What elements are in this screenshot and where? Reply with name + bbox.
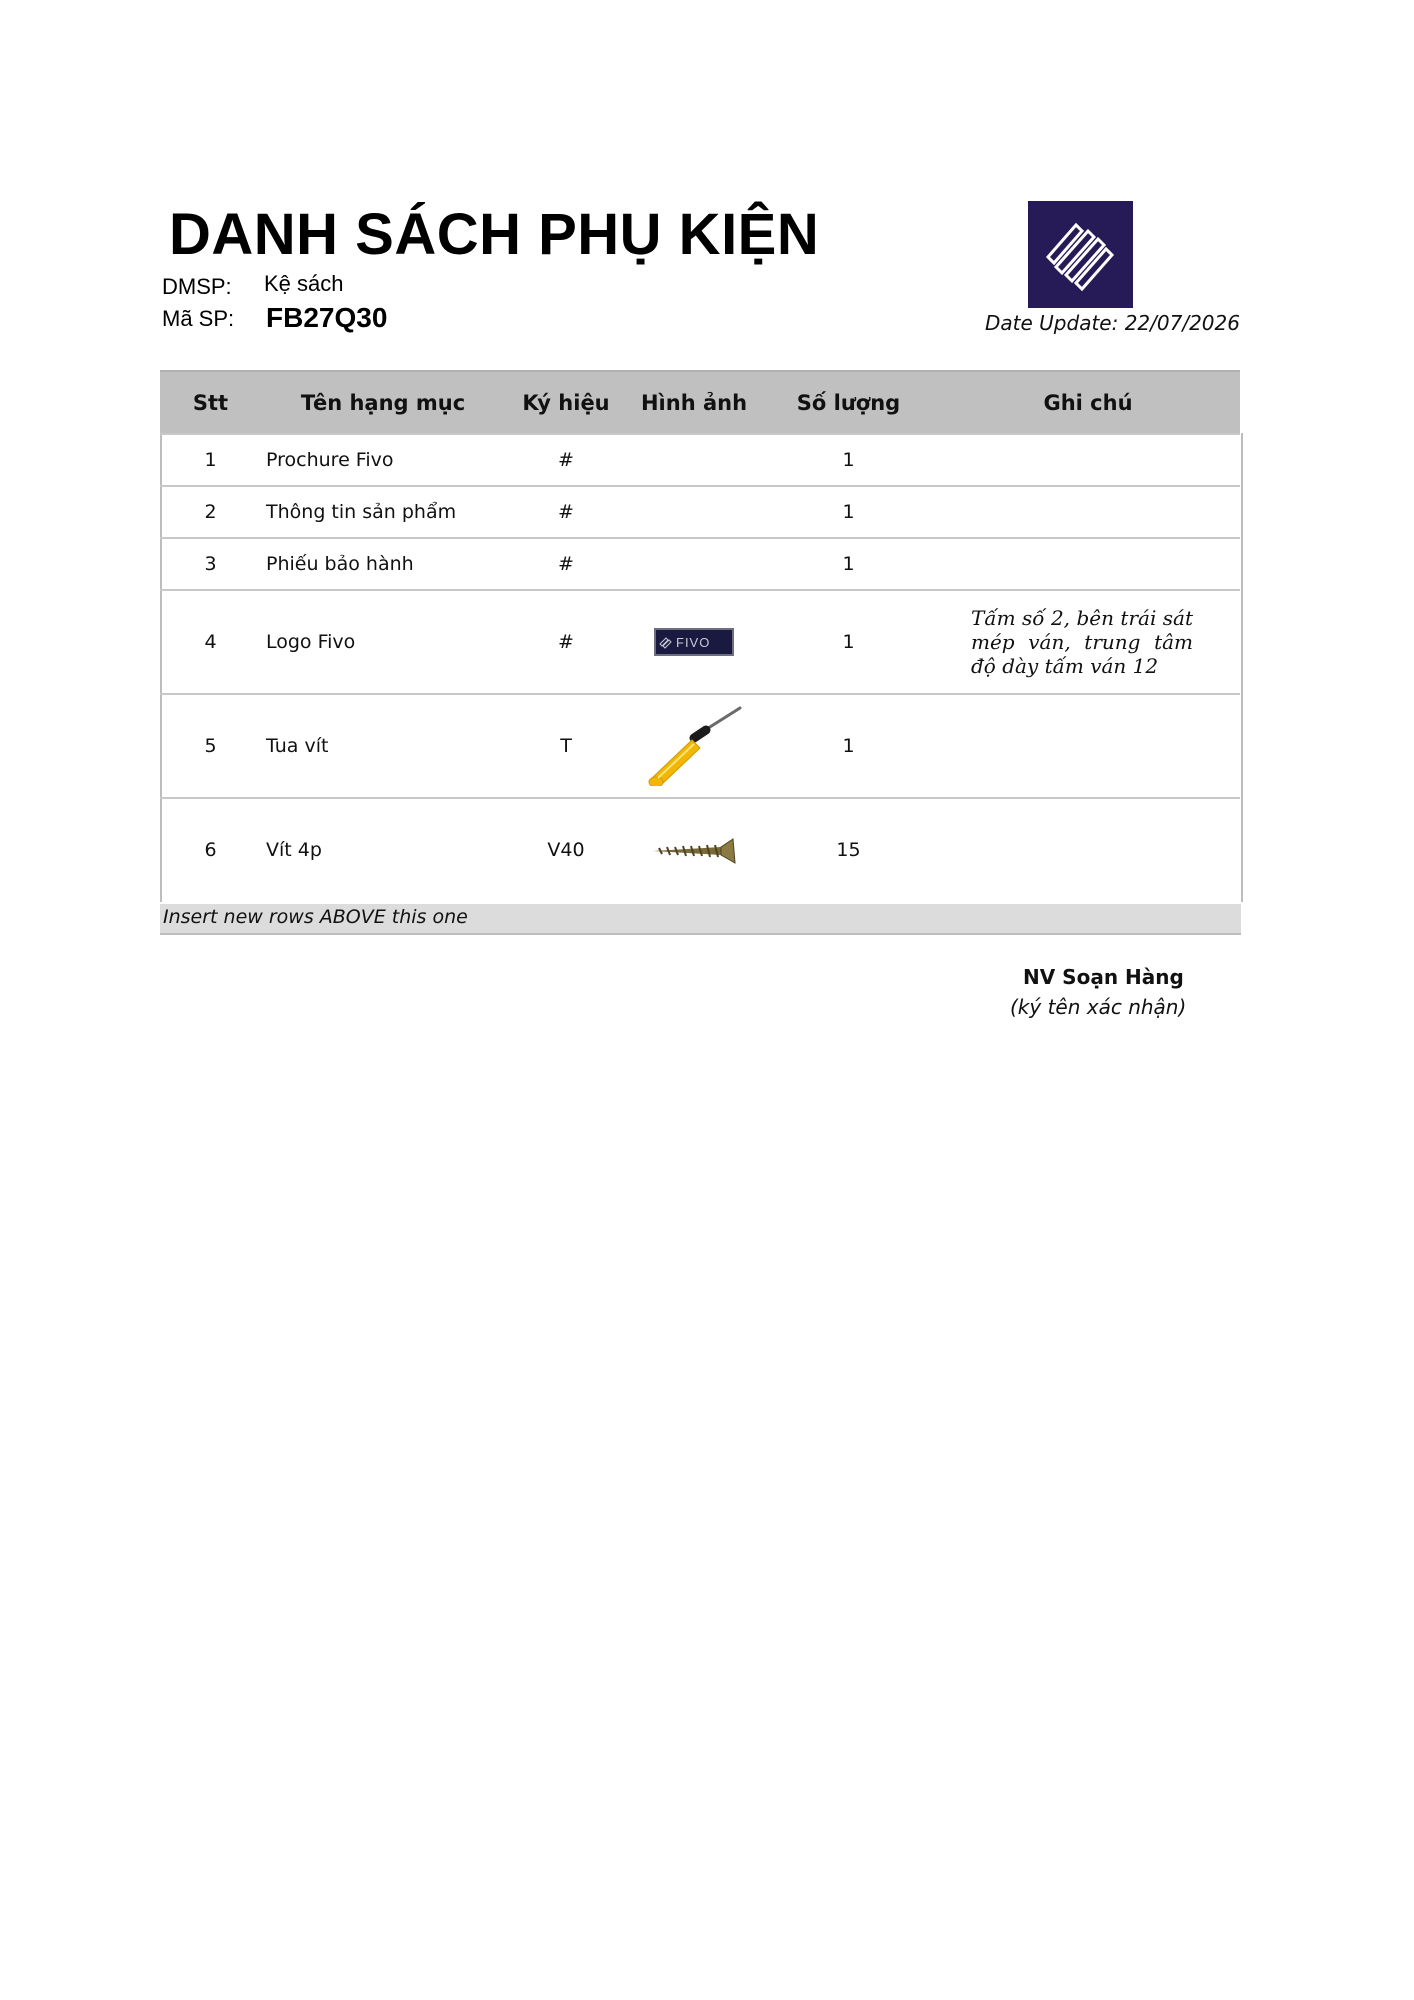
dmsp-label: DMSP:: [162, 274, 232, 299]
cell-stt: 2: [160, 486, 261, 538]
cell-image: [627, 434, 761, 486]
table-row: [160, 538, 1240, 590]
header-quantity: Số lượng: [761, 371, 936, 434]
signature-title: NV Soạn Hàng: [1023, 965, 1184, 989]
cell-name: Logo Fivo: [266, 631, 356, 653]
cell-quantity: 1: [761, 590, 936, 694]
cell-note: [936, 434, 1240, 486]
cell-stt: 1: [160, 434, 261, 486]
header-note: Ghi chú: [936, 371, 1240, 434]
cell-image: [627, 486, 761, 538]
masp-value: FB27Q30: [266, 302, 388, 333]
insert-rows-hint: Insert new rows ABOVE this one: [163, 906, 468, 928]
cell-stt: 6: [160, 798, 261, 901]
header-code: Ký hiệu: [505, 371, 627, 434]
cell-image: [627, 694, 761, 798]
cell-name: Prochure Fivo: [266, 449, 394, 471]
cell-quantity: 1: [761, 694, 936, 798]
cell-name: Thông tin sản phẩm: [266, 501, 457, 523]
table-row: [160, 694, 1240, 798]
table-row: [160, 798, 1240, 901]
screwdriver-icon: [644, 706, 744, 786]
cell-stt: 5: [160, 694, 261, 798]
header-name: Tên hạng mục: [261, 371, 505, 434]
cell-quantity: 1: [761, 538, 936, 590]
masp-label: Mã SP:: [162, 306, 235, 331]
cell-image: [627, 538, 761, 590]
cell-code: #: [505, 486, 627, 538]
cell-code: #: [505, 434, 627, 486]
cell-quantity: 1: [761, 434, 936, 486]
brand-logo-mark-icon: [1028, 201, 1133, 308]
cell-note: Tấm số 2, bên trái sát mép ván, trung tâm độ dày tấm ván 12: [971, 606, 1193, 678]
cell-quantity: 1: [761, 486, 936, 538]
cell-name: Vít 4p: [266, 839, 322, 861]
cell-code: #: [505, 538, 627, 590]
brand-logo: [1028, 201, 1133, 308]
cell-note: [936, 486, 1240, 538]
cell-code: V40: [505, 798, 627, 901]
date-update: Date Update: 22/07/2026: [985, 311, 1240, 335]
cell-name: Phiếu bảo hành: [266, 553, 414, 575]
table-row: [160, 434, 1240, 486]
cell-image: [627, 798, 761, 901]
cell-name: Tua vít: [266, 735, 329, 757]
header-image: Hình ảnh: [627, 371, 761, 434]
cell-quantity: 15: [761, 798, 936, 901]
cell-note: [936, 694, 1240, 798]
cell-image: [627, 590, 761, 694]
dmsp-value: Kệ sách: [264, 271, 344, 296]
logo-plate-text: FIVO: [676, 635, 711, 650]
cell-code: #: [505, 590, 627, 694]
table-row: [160, 590, 1240, 694]
screw-icon: [651, 835, 737, 865]
fivo-logo-plate-icon: [654, 628, 734, 656]
insert-rows-bar: [160, 904, 1241, 935]
signature-subtitle: (ký tên xác nhận): [1010, 995, 1187, 1019]
accessories-table: [160, 370, 1240, 901]
cell-note: [936, 798, 1240, 901]
header-stt: Stt: [160, 371, 261, 434]
cell-note: [936, 538, 1240, 590]
cell-stt: 4: [160, 590, 261, 694]
document-title: DANH SÁCH PHỤ KIỆN: [169, 202, 820, 267]
table-header-row: [160, 371, 1240, 434]
cell-stt: 3: [160, 538, 261, 590]
table-row: [160, 486, 1240, 538]
cell-code: T: [505, 694, 627, 798]
